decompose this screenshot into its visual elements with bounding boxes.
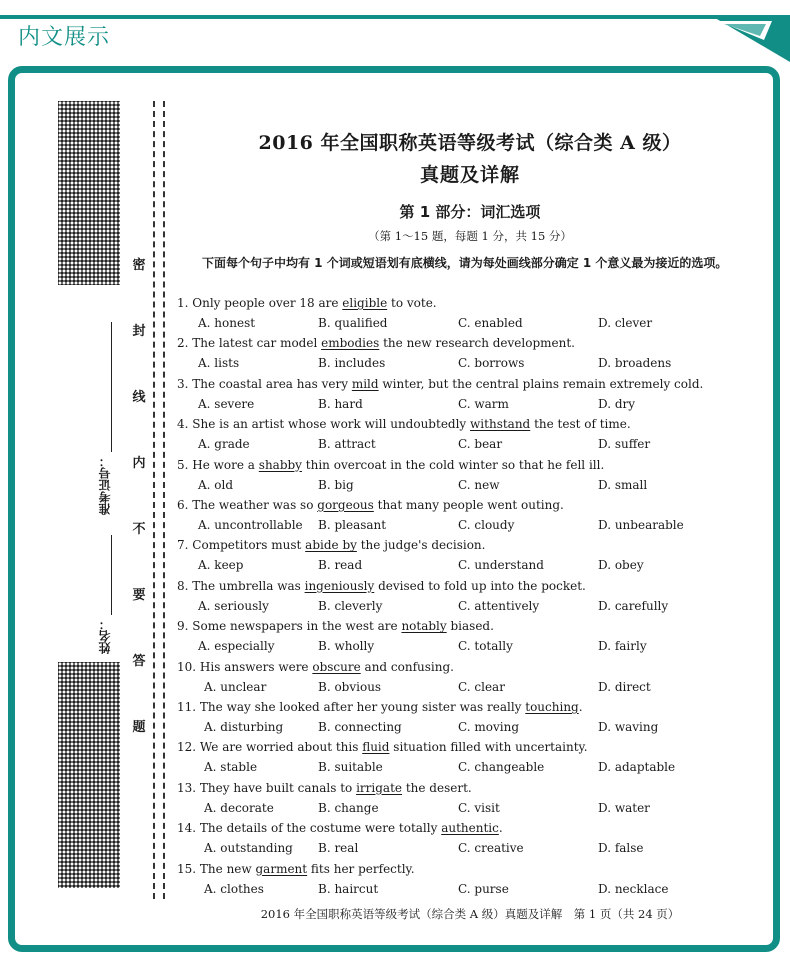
answer-option: A. unclear <box>204 679 267 694</box>
answer-option: A. especially <box>198 639 275 654</box>
answer-option: D. unbearable <box>598 518 684 532</box>
underlined-word: notably <box>401 619 447 634</box>
answer-option: D. carefully <box>598 598 669 613</box>
question-item <box>177 862 415 876</box>
section-note: （第 1～15 题，每题 1 分，共 15 分） <box>368 229 572 243</box>
answer-option: C. new <box>458 477 500 492</box>
question-text: The latest car model <box>192 336 322 351</box>
question-text: He wore a <box>192 457 259 472</box>
question-text: They have built canals to <box>199 780 357 795</box>
seal-dashed-line <box>163 101 165 899</box>
question-item <box>177 498 564 512</box>
question-text: the judge's decision. <box>356 538 486 553</box>
answer-option: B. hard <box>318 396 363 411</box>
underlined-word: touching <box>525 700 579 714</box>
answer-option: B. includes <box>318 356 386 371</box>
question-item <box>177 377 703 391</box>
question-number: 1. <box>177 296 189 310</box>
answer-option: C. borrows <box>458 356 525 371</box>
question-number: 3. <box>177 376 189 391</box>
question-item <box>177 538 485 552</box>
answer-option: A. stable <box>204 760 258 775</box>
question-item <box>177 821 503 835</box>
question-text: The umbrella was <box>192 578 305 593</box>
seal-char: 答 <box>132 654 146 669</box>
underlined-word: obscure <box>312 659 361 674</box>
question-item <box>177 740 588 754</box>
question-text: The new <box>199 861 256 876</box>
question-text: We are worried about this <box>199 740 363 755</box>
exam-id-label: 准考证号： <box>98 455 112 515</box>
answer-option: A. uncontrollable <box>198 518 303 532</box>
answer-option: B. real <box>318 841 359 856</box>
answer-option: A. honest <box>198 316 256 330</box>
question-text: the desert. <box>402 780 472 795</box>
answer-option: A. clothes <box>204 881 264 896</box>
answer-option: D. broadens <box>598 356 672 371</box>
question-text: The details of the costume were totally <box>199 821 442 836</box>
section-title: 第 1 部分：词汇选项 <box>399 203 541 221</box>
question-number: 8. <box>177 578 189 593</box>
answer-option: C. changeable <box>458 760 545 775</box>
binding-pattern-top <box>58 101 120 285</box>
question-number: 10. <box>177 659 197 674</box>
answer-option: A. grade <box>198 437 250 452</box>
answer-option: D. dry <box>598 396 636 411</box>
question-text: situation filled with uncertainty. <box>389 740 588 755</box>
answer-option: B. change <box>318 800 379 815</box>
answer-option: B. wholly <box>318 639 375 654</box>
question-number: 12. <box>177 740 197 755</box>
question-text: The way she looked after her young sister was really <box>199 700 526 714</box>
header-banner <box>0 0 790 62</box>
header-title: 内文展示 <box>18 25 111 50</box>
answer-option: C. attentively <box>458 598 540 613</box>
answer-option: A. keep <box>198 558 244 573</box>
underlined-word: embodies <box>321 336 380 351</box>
question-number: 14. <box>177 821 197 836</box>
answer-option: A. severe <box>198 396 255 411</box>
document-title: 2016 年全国职称英语等级考试（综合类 A 级） <box>258 132 682 154</box>
question-item <box>177 296 437 310</box>
name-blank <box>111 535 112 615</box>
seal-char: 封 <box>132 324 146 339</box>
underlined-word: fluid <box>362 740 390 755</box>
question-item <box>177 700 583 714</box>
seal-char: 要 <box>132 588 146 603</box>
question-item <box>177 336 575 350</box>
answer-option: A. lists <box>198 356 240 371</box>
question-text: that many people went outing. <box>373 498 564 512</box>
question-item <box>177 619 494 633</box>
answer-option: D. waving <box>598 720 659 734</box>
instructions: 下面每个句子中均有 1 个词或短语划有底横线，请为每处画线部分确定 1 个意义最为接近的选项。 <box>202 256 728 270</box>
document-subtitle: 真题及详解 <box>419 164 520 186</box>
question-text: Only people over 18 are <box>192 296 343 310</box>
answer-option: D. suffer <box>598 437 651 452</box>
answer-option: C. visit <box>458 800 500 815</box>
answer-option: C. cloudy <box>458 518 515 532</box>
answer-option: D. small <box>598 477 648 492</box>
question-number: 2. <box>177 336 189 351</box>
answer-option: C. purse <box>458 881 509 896</box>
answer-option: A. seriously <box>198 598 269 613</box>
seal-dashed-line <box>153 101 155 899</box>
answer-option: D. necklace <box>598 881 669 896</box>
question-text: winter, but the central plains remain extremely cold. <box>378 376 704 391</box>
answer-option: B. suitable <box>318 760 383 775</box>
underlined-word: withstand <box>470 417 531 432</box>
question-item <box>177 417 631 431</box>
answer-option: B. attract <box>318 437 376 452</box>
seal-char: 题 <box>132 720 146 735</box>
answer-option: D. direct <box>598 679 651 694</box>
seal-char: 密 <box>132 258 146 273</box>
underlined-word: authentic <box>441 821 499 836</box>
question-number: 13. <box>177 780 197 795</box>
question-item <box>177 781 472 795</box>
answer-option: B. pleasant <box>318 518 387 532</box>
underlined-word: irrigate <box>356 780 403 795</box>
seal-char: 内 <box>132 456 146 471</box>
answer-option: B. haircut <box>318 881 379 896</box>
answer-option: D. adaptable <box>598 760 676 775</box>
question-number: 4. <box>177 417 189 432</box>
answer-option: D. clever <box>598 316 653 330</box>
answer-option: A. disturbing <box>204 720 284 734</box>
underlined-word: abide by <box>305 538 357 553</box>
underlined-word: eligible <box>342 296 388 310</box>
question-text: biased. <box>446 619 494 634</box>
answer-option: B. qualified <box>318 316 388 330</box>
answer-option: C. moving <box>458 720 520 734</box>
answer-option: B. big <box>318 477 354 492</box>
question-number: 11. <box>177 700 197 714</box>
question-text: the test of time. <box>530 417 631 432</box>
question-item <box>177 579 586 593</box>
answer-option: C. clear <box>458 679 505 694</box>
name-label: 姓名： <box>98 618 112 654</box>
underlined-word: ingeniously <box>304 578 375 593</box>
question-text: Competitors must <box>192 538 306 553</box>
answer-option: A. outstanding <box>204 841 293 856</box>
underlined-word: garment <box>255 861 308 876</box>
question-text: fits her perfectly. <box>307 861 415 876</box>
underlined-word: shabby <box>258 457 302 472</box>
question-text: and confusing. <box>360 659 454 674</box>
answer-option: D. water <box>598 800 650 815</box>
question-text: the new research development. <box>379 336 575 351</box>
answer-option: B. obvious <box>318 679 382 694</box>
question-item <box>177 660 454 674</box>
seal-char: 不 <box>132 522 146 537</box>
answer-option: A. decorate <box>204 800 274 815</box>
question-text: She is an artist whose work will undoubtedly <box>192 417 471 432</box>
answer-option: A. old <box>198 477 234 492</box>
question-number: 9. <box>177 619 189 634</box>
answer-option: B. cleverly <box>318 598 383 613</box>
answer-option: D. fairly <box>598 639 647 654</box>
question-number: 5. <box>177 457 189 472</box>
answer-option: C. warm <box>458 396 509 411</box>
question-text: . <box>498 821 503 836</box>
answer-option: D. obey <box>598 558 644 573</box>
question-text: Some newspapers in the west are <box>192 619 402 634</box>
question-text: The weather was so <box>192 498 318 512</box>
answer-option: C. creative <box>458 841 524 856</box>
page-footer: 2016 年全国职称英语等级考试（综合类 A 级）真题及详解 第 1 页（共 24 页） <box>260 907 680 921</box>
answer-option: C. understand <box>458 558 544 573</box>
question-text: devised to fold up into the pocket. <box>374 578 586 593</box>
answer-option: B. connecting <box>318 720 402 734</box>
corner-decoration-icon <box>710 0 790 62</box>
question-text: . <box>578 700 583 714</box>
question-text: His answers were <box>199 659 313 674</box>
answer-option: B. read <box>318 558 363 573</box>
question-item <box>177 458 604 472</box>
binding-pattern-bottom <box>58 662 120 888</box>
underlined-word: mild <box>351 376 379 391</box>
answer-option: D. false <box>598 841 644 856</box>
question-text: thin overcoat in the cold winter so that he fell ill. <box>301 457 605 472</box>
underlined-word: gorgeous <box>317 498 374 512</box>
question-number: 15. <box>177 861 197 876</box>
question-text: The coastal area has very <box>192 376 352 391</box>
exam-id-blank <box>111 322 112 452</box>
question-number: 6. <box>177 498 189 512</box>
answer-option: C. bear <box>458 437 503 452</box>
answer-option: C. enabled <box>458 316 523 330</box>
seal-char: 线 <box>132 390 146 405</box>
answer-option: C. totally <box>458 639 513 654</box>
question-number: 7. <box>177 538 189 553</box>
header-divider <box>0 15 720 19</box>
question-text: to vote. <box>387 296 437 310</box>
